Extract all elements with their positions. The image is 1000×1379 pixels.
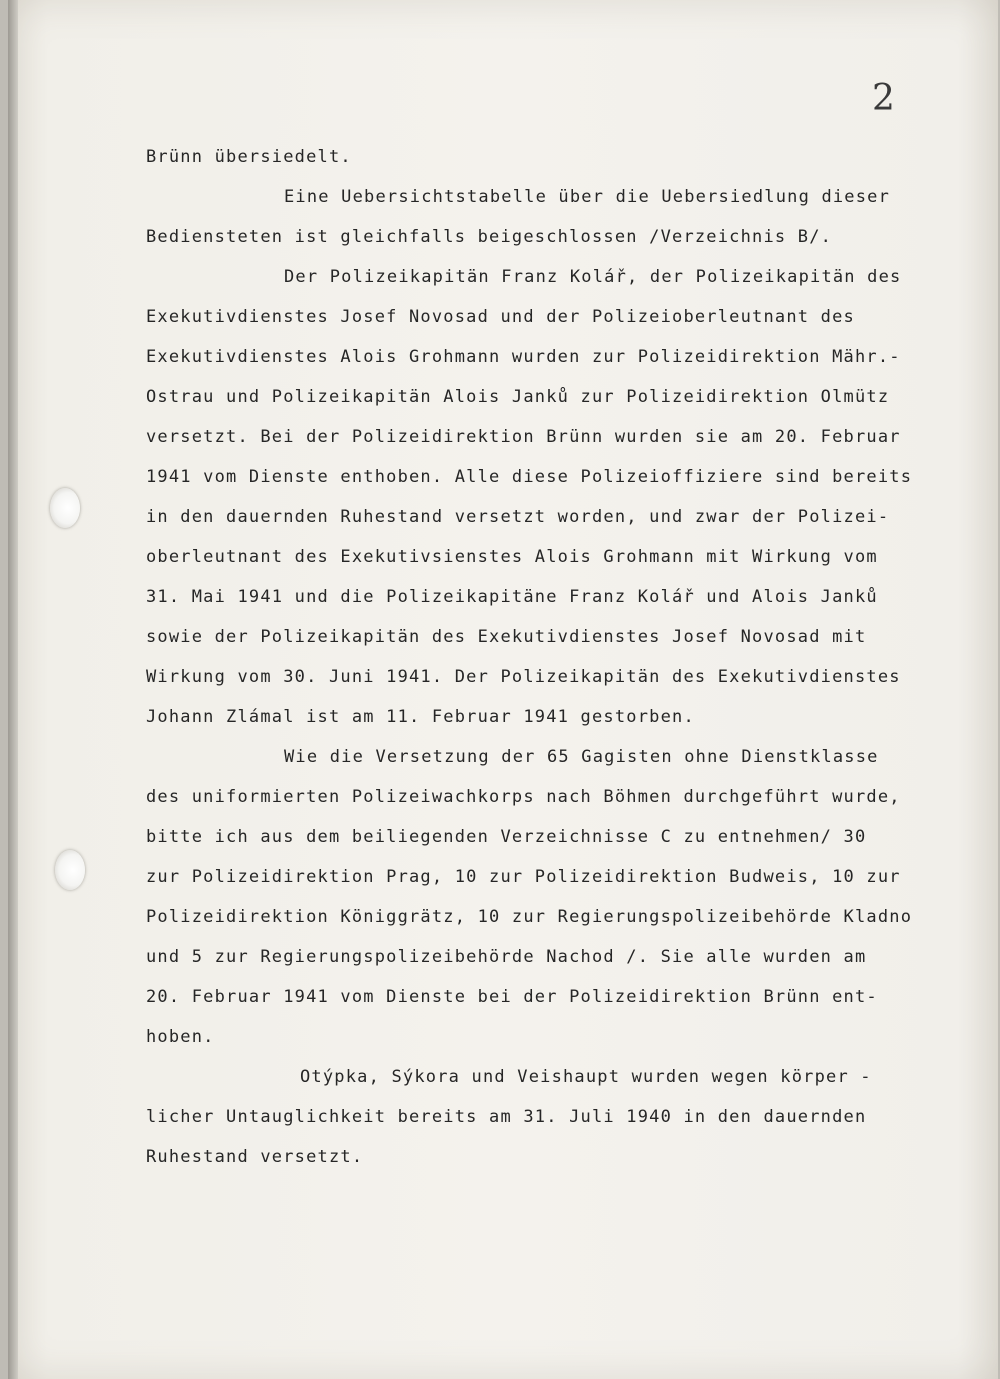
page-number: 2	[872, 78, 895, 119]
text-line: Der Polizeikapitän Franz Kolář, der Polizeikapitän des	[284, 267, 902, 287]
text-line: Wirkung vom 30. Juni 1941. Der Polizeikapitän des Exekutivdienstes	[146, 667, 901, 687]
text-line: versetzt. Bei der Polizeidirektion Brünn wurden sie am 20. Februar	[146, 427, 901, 447]
text-line: hoben.	[146, 1027, 215, 1047]
text-line: Bediensteten ist gleichfalls beigeschlossen /Verzeichnis B/.	[146, 227, 833, 247]
text-line: Otýpka, Sýkora und Veishaupt wurden wegen körper -	[300, 1067, 872, 1087]
text-line: oberleutnant des Exekutivsienstes Alois Grohmann mit Wirkung vom	[146, 547, 878, 567]
text-line: Johann Zlámal ist am 11. Februar 1941 gestorben.	[146, 707, 695, 727]
text-line: sowie der Polizeikapitän des Exekutivdienstes Josef Novosad mit	[146, 627, 867, 647]
text-line: Eine Uebersichtstabelle über die Uebersiedlung dieser	[284, 187, 891, 207]
text-line: 20. Februar 1941 vom Dienste bei der Polizeidirektion Brünn ent-	[146, 987, 878, 1007]
text-line: und 5 zur Regierungspolizeibehörde Nachod /. Sie alle wurden am	[146, 947, 867, 967]
text-line: licher Untauglichkeit bereits am 31. Juli 1940 in den dauernden	[146, 1107, 867, 1127]
text-line: 1941 vom Dienste enthoben. Alle diese Polizeioffiziere sind bereits	[146, 467, 913, 487]
text-line: Ostrau und Polizeikapitän Alois Janků zur Polizeidirektion Olmütz	[146, 387, 890, 407]
text-line: 31. Mai 1941 und die Polizeikapitäne Franz Kolář und Alois Janků	[146, 587, 878, 607]
text-line: des uniformierten Polizeiwachkorps nach Böhmen durchgeführt wurde,	[146, 787, 901, 807]
text-line: Exekutivdienstes Alois Grohmann wurden zur Polizeidirektion Mähr.-	[146, 347, 901, 367]
text-line: bitte ich aus dem beiliegenden Verzeichnisse C zu entnehmen/ 30	[146, 827, 867, 847]
text-line: Wie die Versetzung der 65 Gagisten ohne Dienstklasse	[284, 747, 879, 767]
text-line: Exekutivdienstes Josef Novosad und der Polizeioberleutnant des	[146, 307, 855, 327]
text-line: Polizeidirektion Königgrätz, 10 zur Regierungspolizeibehörde Kladno	[146, 907, 913, 927]
text-line: in den dauernden Ruhestand versetzt worden, und zwar der Polizei-	[146, 507, 890, 527]
text-line: Brünn übersiedelt.	[146, 147, 352, 167]
text-line: zur Polizeidirektion Prag, 10 zur Polizeidirektion Budweis, 10 zur	[146, 867, 901, 887]
text-line: Ruhestand versetzt.	[146, 1147, 364, 1167]
